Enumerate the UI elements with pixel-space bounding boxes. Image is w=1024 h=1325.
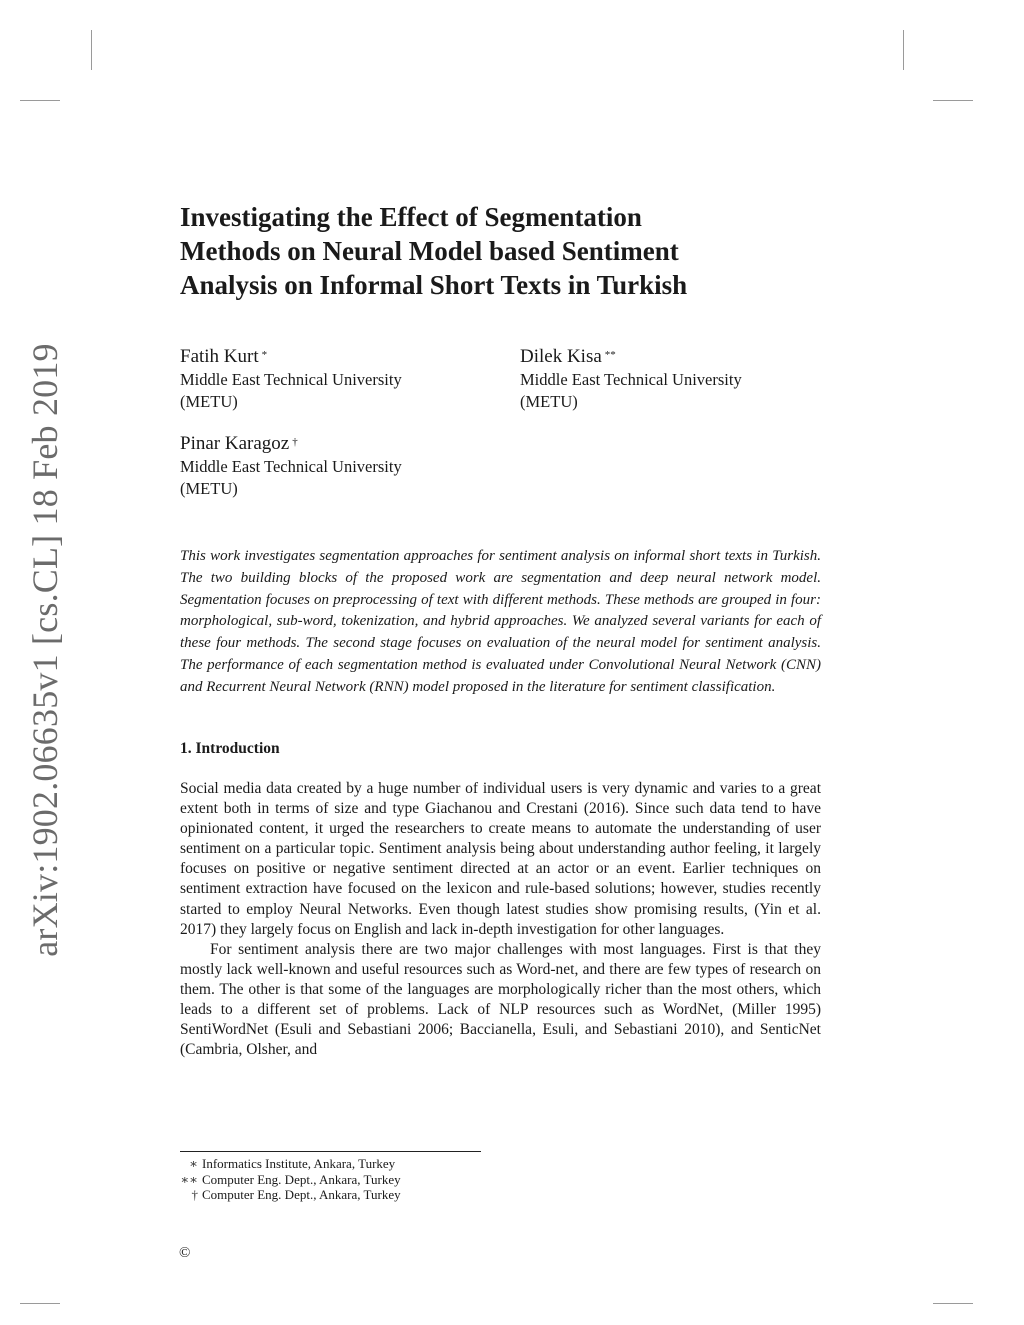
footnote-symbol: † — [191, 1187, 198, 1202]
footnote-rule — [180, 1151, 481, 1152]
author-block-karagoz — [180, 432, 402, 500]
paragraph: Social media data created by a huge number of individual users is very dynamic and varies to a great extent both in terms of size and type Giachanou and Crestani (2016). Since such data tend to have opinionated content, it urged the researchers to create means to automate the understanding of user sentiment on a particular topic. Sentiment analysis being about understanding author feeling, it largely focuses on positive or negative sentiment directed at an actor or an event. Earlier techniques on sentiment extraction have focused on the lexicon and rule-based solutions; however, studies recently started to employ Neural Networks. Even though latest studies show promising results, (Yin et al. 2017) they largely focus on English and lack in-depth investigation for other languages. — [180, 780, 821, 938]
author-block-kisa — [520, 345, 742, 413]
footnote-text: Computer Eng. Dept., Ankara, Turkey — [202, 1171, 401, 1187]
copyright-symbol: © — [179, 1245, 191, 1261]
author-affiliation: Middle East Technical University — [520, 370, 742, 389]
title-line: Analysis on Informal Short Texts in Turkish — [180, 270, 688, 300]
author-name-line — [520, 345, 742, 369]
author-affiliation: Middle East Technical University — [180, 370, 402, 389]
author-footnote-mark: ** — [604, 349, 616, 361]
paragraph: For sentiment analysis there are two major challenges with most languages. First is that they mostly lack well-known and useful resources such as Word-net, and there are few types of research on them. The other is that some of the languages are morphologically richer than the most others, which leads to a different set of problems. Lack of NLP resources such as WordNet, (Miller 1995) SentiWordNet (Esuli and Sebastiani 2006; Baccianella, Esuli, and Sebastiani 2010), and SenticNet (Cambria, Olsher, and — [180, 940, 821, 1059]
author-block-kurt — [180, 345, 402, 413]
title-line: Methods on Neural Model based Sentiment — [180, 236, 679, 266]
crop-mark-top-right — [903, 30, 904, 70]
footnote — [180, 1156, 401, 1172]
author-affiliation: Middle East Technical University — [180, 457, 402, 476]
crop-mark-right-lower — [933, 1303, 973, 1304]
arxiv-id: arXiv:1902.06635v1 [cs.CL] 18 Feb 2019 — [25, 342, 66, 957]
footnote-symbol: ∗∗ — [180, 1171, 198, 1187]
crop-mark-left-upper — [20, 100, 60, 101]
paper-title — [180, 200, 820, 302]
author-affiliation-abbrev: (METU) — [180, 479, 238, 498]
footnote-text: Computer Eng. Dept., Ankara, Turkey — [202, 1187, 401, 1202]
author-name-line — [180, 345, 402, 369]
author-affiliation-abbrev: (METU) — [520, 392, 578, 411]
abstract: This work investigates segmentation approaches for sentiment analysis on informal short texts in Turkish. The two building blocks of the proposed work are segmentation and deep neural network model. Segmentation focuses on preprocessing of text with different methods. These methods are grouped in four: morphological, sub-word, tokenization, and hybrid approaches. We analyzed several variants for each of these four methods. The second stage focuses on evaluation of the neural model for sentiment analysis. The performance of each segmentation method is evaluated under Convolutional Neural Network (CNN) and Recurrent Neural Network (RNN) model proposed in the literature for sentiment classification. — [180, 548, 821, 695]
author-footnote-mark: † — [292, 436, 298, 448]
author-affiliation-abbrev: (METU) — [180, 392, 238, 411]
section-heading: 1. Introduction — [180, 740, 280, 757]
footnote-symbol: ∗ — [189, 1156, 198, 1171]
footnotes — [180, 1156, 401, 1203]
arxiv-stamp — [10, 342, 80, 957]
author-name: Pinar Karagoz — [180, 433, 290, 454]
section-body — [180, 779, 821, 1060]
crop-mark-left-lower — [20, 1303, 60, 1304]
author-name: Dilek Kisa — [520, 346, 602, 367]
crop-mark-right-upper — [933, 100, 973, 101]
footnote — [180, 1187, 401, 1203]
footnote-text: Informatics Institute, Ankara, Turkey — [202, 1156, 396, 1171]
crop-mark-top-left — [91, 30, 92, 70]
author-footnote-mark: * — [261, 349, 268, 361]
footnote — [180, 1172, 401, 1188]
title-line: Investigating the Effect of Segmentation — [180, 202, 642, 232]
author-name: Fatih Kurt — [180, 346, 259, 367]
author-name-line — [180, 432, 402, 456]
